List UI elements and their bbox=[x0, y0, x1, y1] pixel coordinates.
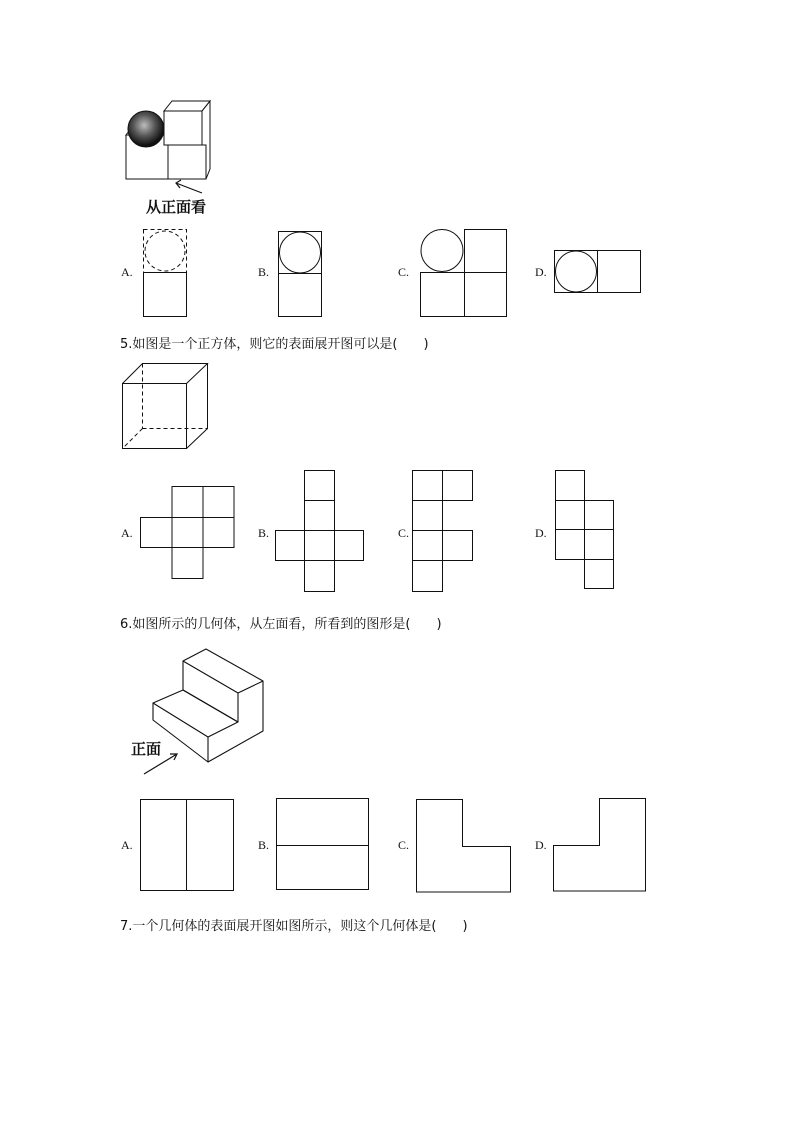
q6-solid-figure bbox=[148, 645, 266, 765]
q5-option-d-label[interactable]: D. bbox=[535, 526, 547, 540]
q4-option-b-label[interactable]: B. bbox=[258, 265, 270, 279]
q6-option-c-figure[interactable] bbox=[416, 799, 512, 893]
q5-option-c-net[interactable] bbox=[412, 470, 474, 592]
q6-option-a-figure[interactable] bbox=[140, 799, 235, 892]
q4-solid-figure bbox=[118, 95, 218, 190]
q6-option-c-label[interactable]: C. bbox=[398, 838, 410, 852]
q4-sphere bbox=[128, 111, 164, 147]
q7-question-text: 7.一个几何体的表面展开图如图所示，则这个几何体是( ) bbox=[120, 919, 468, 934]
q6-option-b-figure[interactable] bbox=[276, 798, 370, 891]
q4-option-d-label[interactable]: D. bbox=[535, 265, 547, 279]
q6-front-arrow bbox=[143, 750, 183, 776]
q6-option-d-label[interactable]: D. bbox=[535, 838, 547, 852]
q6-front-label: 正面 bbox=[131, 740, 162, 758]
q5-option-b-net[interactable] bbox=[275, 470, 365, 592]
q5-cube-figure bbox=[122, 363, 210, 451]
q5-option-c-label[interactable]: C. bbox=[398, 526, 410, 540]
q4-option-d-figure[interactable] bbox=[554, 250, 642, 294]
q4-option-a-label[interactable]: A. bbox=[121, 265, 133, 279]
q5-option-d-net[interactable] bbox=[555, 470, 615, 590]
q5-option-a-label[interactable]: A. bbox=[121, 526, 133, 540]
q6-option-a-label[interactable]: A. bbox=[121, 838, 133, 852]
q4-view-caption: 从正面看 bbox=[146, 198, 207, 216]
q4-option-b-figure[interactable] bbox=[278, 231, 322, 317]
q5-question-text: 5.如图是一个正方体，则它的表面展开图可以是( ) bbox=[120, 337, 429, 352]
q5-option-b-label[interactable]: B. bbox=[258, 526, 270, 540]
q5-option-a-net[interactable] bbox=[140, 486, 235, 579]
q6-option-b-label[interactable]: B. bbox=[258, 838, 270, 852]
q6-option-d-figure[interactable] bbox=[553, 798, 647, 893]
q4-option-c-label[interactable]: C. bbox=[398, 265, 410, 279]
q6-question-text: 6.如图所示的几何体，从左面看，所看到的图形是( ) bbox=[120, 617, 442, 632]
q4-option-c-figure[interactable] bbox=[420, 229, 508, 317]
q4-option-a-figure[interactable] bbox=[143, 229, 187, 317]
